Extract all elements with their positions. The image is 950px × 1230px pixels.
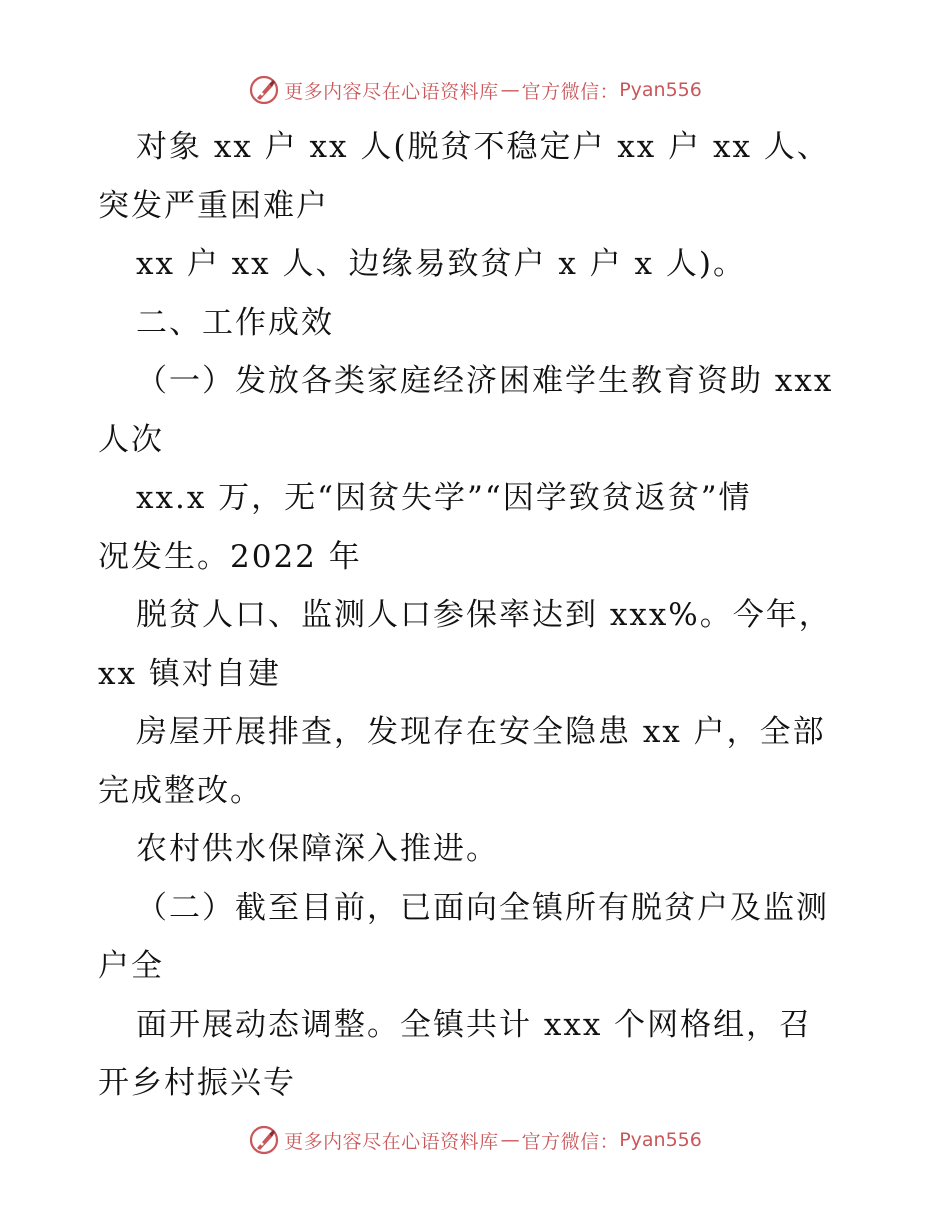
text-line: xx.x 万，无“因贫失学”“因学致贫返贫”情	[136, 480, 752, 516]
watermark-separator: —	[500, 1129, 520, 1151]
document-body	[98, 118, 858, 1113]
text-line: 完成整改。	[98, 772, 263, 809]
text-line: 况发生。2022 年	[98, 538, 362, 575]
text-line: xx 镇对自建	[98, 655, 281, 692]
watermark-label: 官方微信：	[521, 80, 620, 103]
watermark-account: Pyan556	[619, 1129, 702, 1151]
text-line: 人次	[98, 421, 164, 458]
text-line: 开乡村振兴专	[98, 1065, 296, 1101]
text-line: 房屋开展排查，发现存在安全隐患 xx 户，全部	[136, 714, 826, 750]
watermark-brand: 更多内容尽在心语资料库	[284, 80, 499, 103]
watermark-label: 官方微信：	[521, 1130, 620, 1153]
text-line: （二）截至目前，已面向全镇所有脱贫户及监测	[136, 889, 829, 926]
pen-nib-logo-icon	[248, 74, 280, 106]
text-line: 农村供水保障深入推进。	[136, 831, 499, 867]
text-line: 脱贫人口、监测人口参保率达到 xxx%。今年，	[136, 597, 832, 633]
text-line: 突发严重困难户	[98, 187, 329, 224]
footer-watermark	[0, 1120, 950, 1160]
text-line: 对象 xx 户 xx 人(脱贫不稳定户 xx 户 xx 人、	[136, 129, 830, 165]
watermark-account: Pyan556	[619, 79, 702, 101]
pen-nib-logo-icon	[248, 1124, 280, 1156]
header-watermark	[0, 70, 950, 110]
text-line: xx 户 xx 人、边缘易致贫户 x 户 x 人)。	[136, 246, 746, 282]
section-heading: 二、工作成效	[136, 304, 334, 341]
text-line: （一）发放各类家庭经济困难学生教育资助 xxx	[136, 363, 834, 399]
watermark-separator: —	[500, 79, 520, 101]
watermark-brand: 更多内容尽在心语资料库	[284, 1130, 499, 1153]
text-line: 户全	[98, 948, 164, 984]
text-line: 面开展动态调整。全镇共计 xxx 个网格组，召	[136, 1006, 813, 1043]
